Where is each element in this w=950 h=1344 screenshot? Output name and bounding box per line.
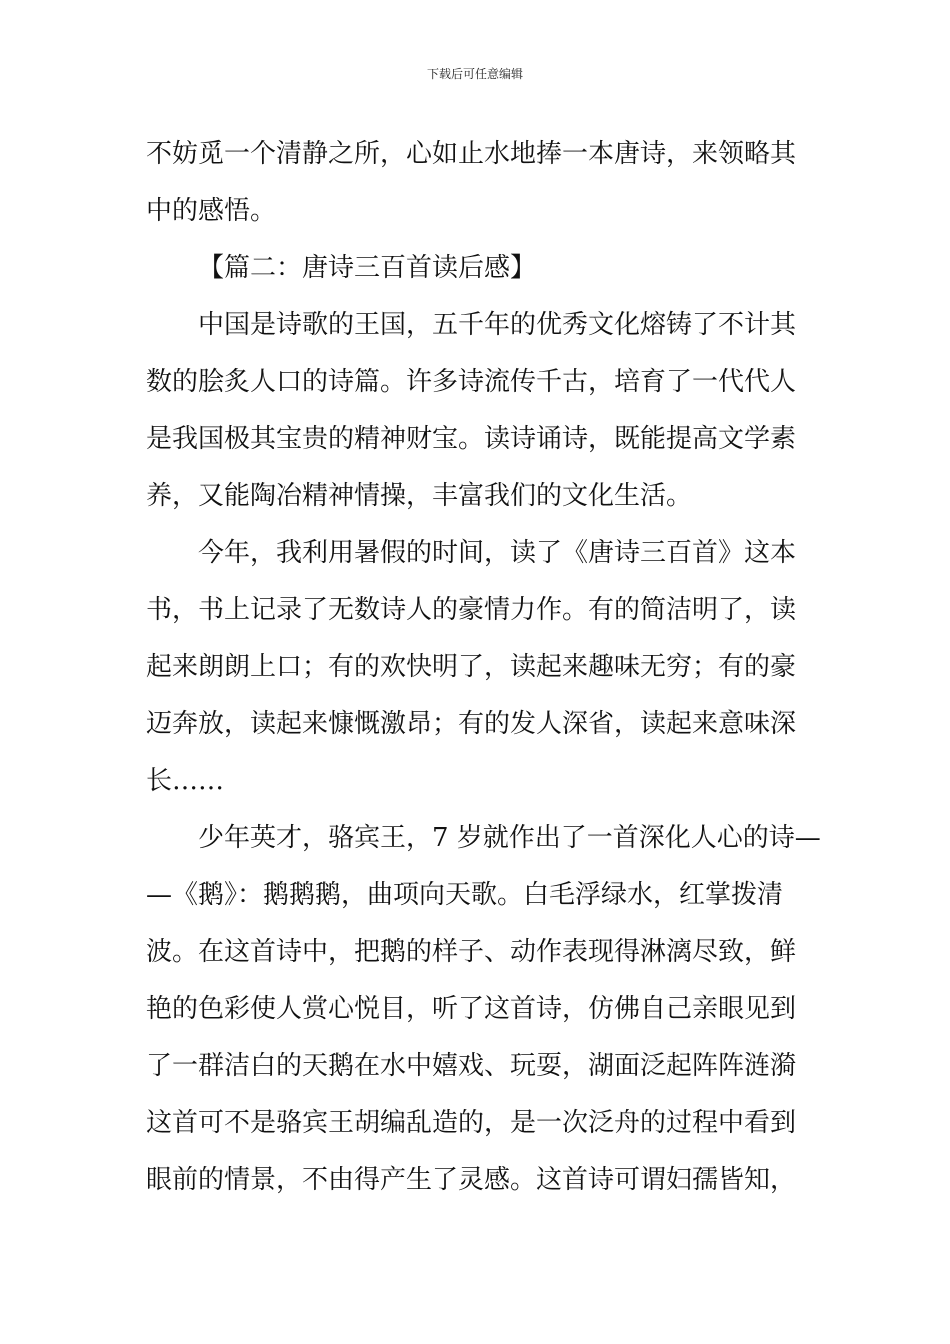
- text-line: 艳的色彩使人赏心悦目，听了这首诗，仿佛自己亲眼见到: [146, 994, 797, 1024]
- text-line: 长……: [146, 766, 225, 796]
- text-line: 迈奔放，读起来慷慨激昂；有的发人深省，读起来意味深: [146, 709, 797, 739]
- text-line: 不妨觅一个清静之所，心如止水地捧一本唐诗，来领略其: [146, 139, 797, 169]
- text-line: 今年，我利用暑假的时间，读了《唐诗三百首》这本: [198, 538, 797, 568]
- text-line: 中的感悟。: [146, 196, 277, 226]
- text-line: 数的脍炙人口的诗篇。许多诗流传千古，培育了一代代人: [146, 367, 797, 397]
- text-line: 眼前的情景，不由得产生了灵感。这首诗可谓妇孺皆知，: [146, 1165, 797, 1195]
- text-line: 起来朗朗上口；有的欢快明了，读起来趣味无穷；有的豪: [146, 652, 797, 682]
- text-line: 中国是诗歌的王国，五千年的优秀文化熔铸了不计其: [198, 310, 797, 340]
- document-body: [146, 126, 821, 1209]
- text-line: 是我国极其宝贵的精神财宝。读诗诵诗，既能提高文学素: [146, 424, 797, 454]
- text-line: 波。在这首诗中，把鹅的样子、动作表现得淋漓尽致，鲜: [146, 937, 797, 967]
- text-line: 养，又能陶冶精神情操，丰富我们的文化生活。: [146, 481, 693, 511]
- text-line: —《鹅》：鹅鹅鹅，曲项向天歌。白毛浮绿水，红掌拨清: [146, 880, 784, 910]
- text-line: 书，书上记录了无数诗人的豪情力作。有的简洁明了，读: [146, 595, 797, 625]
- page-header: 下载后可任意编辑: [426, 67, 523, 81]
- text-line: 了一群洁白的天鹅在水中嬉戏、玩耍，湖面泛起阵阵涟漪: [146, 1051, 797, 1081]
- section-heading: 【篇二：唐诗三百首读后感】: [198, 253, 537, 283]
- text-line: 少年英才，骆宾王，7 岁就作出了一首深化人心的诗—: [198, 823, 821, 853]
- text-line: 这首可不是骆宾王胡编乱造的，是一次泛舟的过程中看到: [146, 1108, 797, 1138]
